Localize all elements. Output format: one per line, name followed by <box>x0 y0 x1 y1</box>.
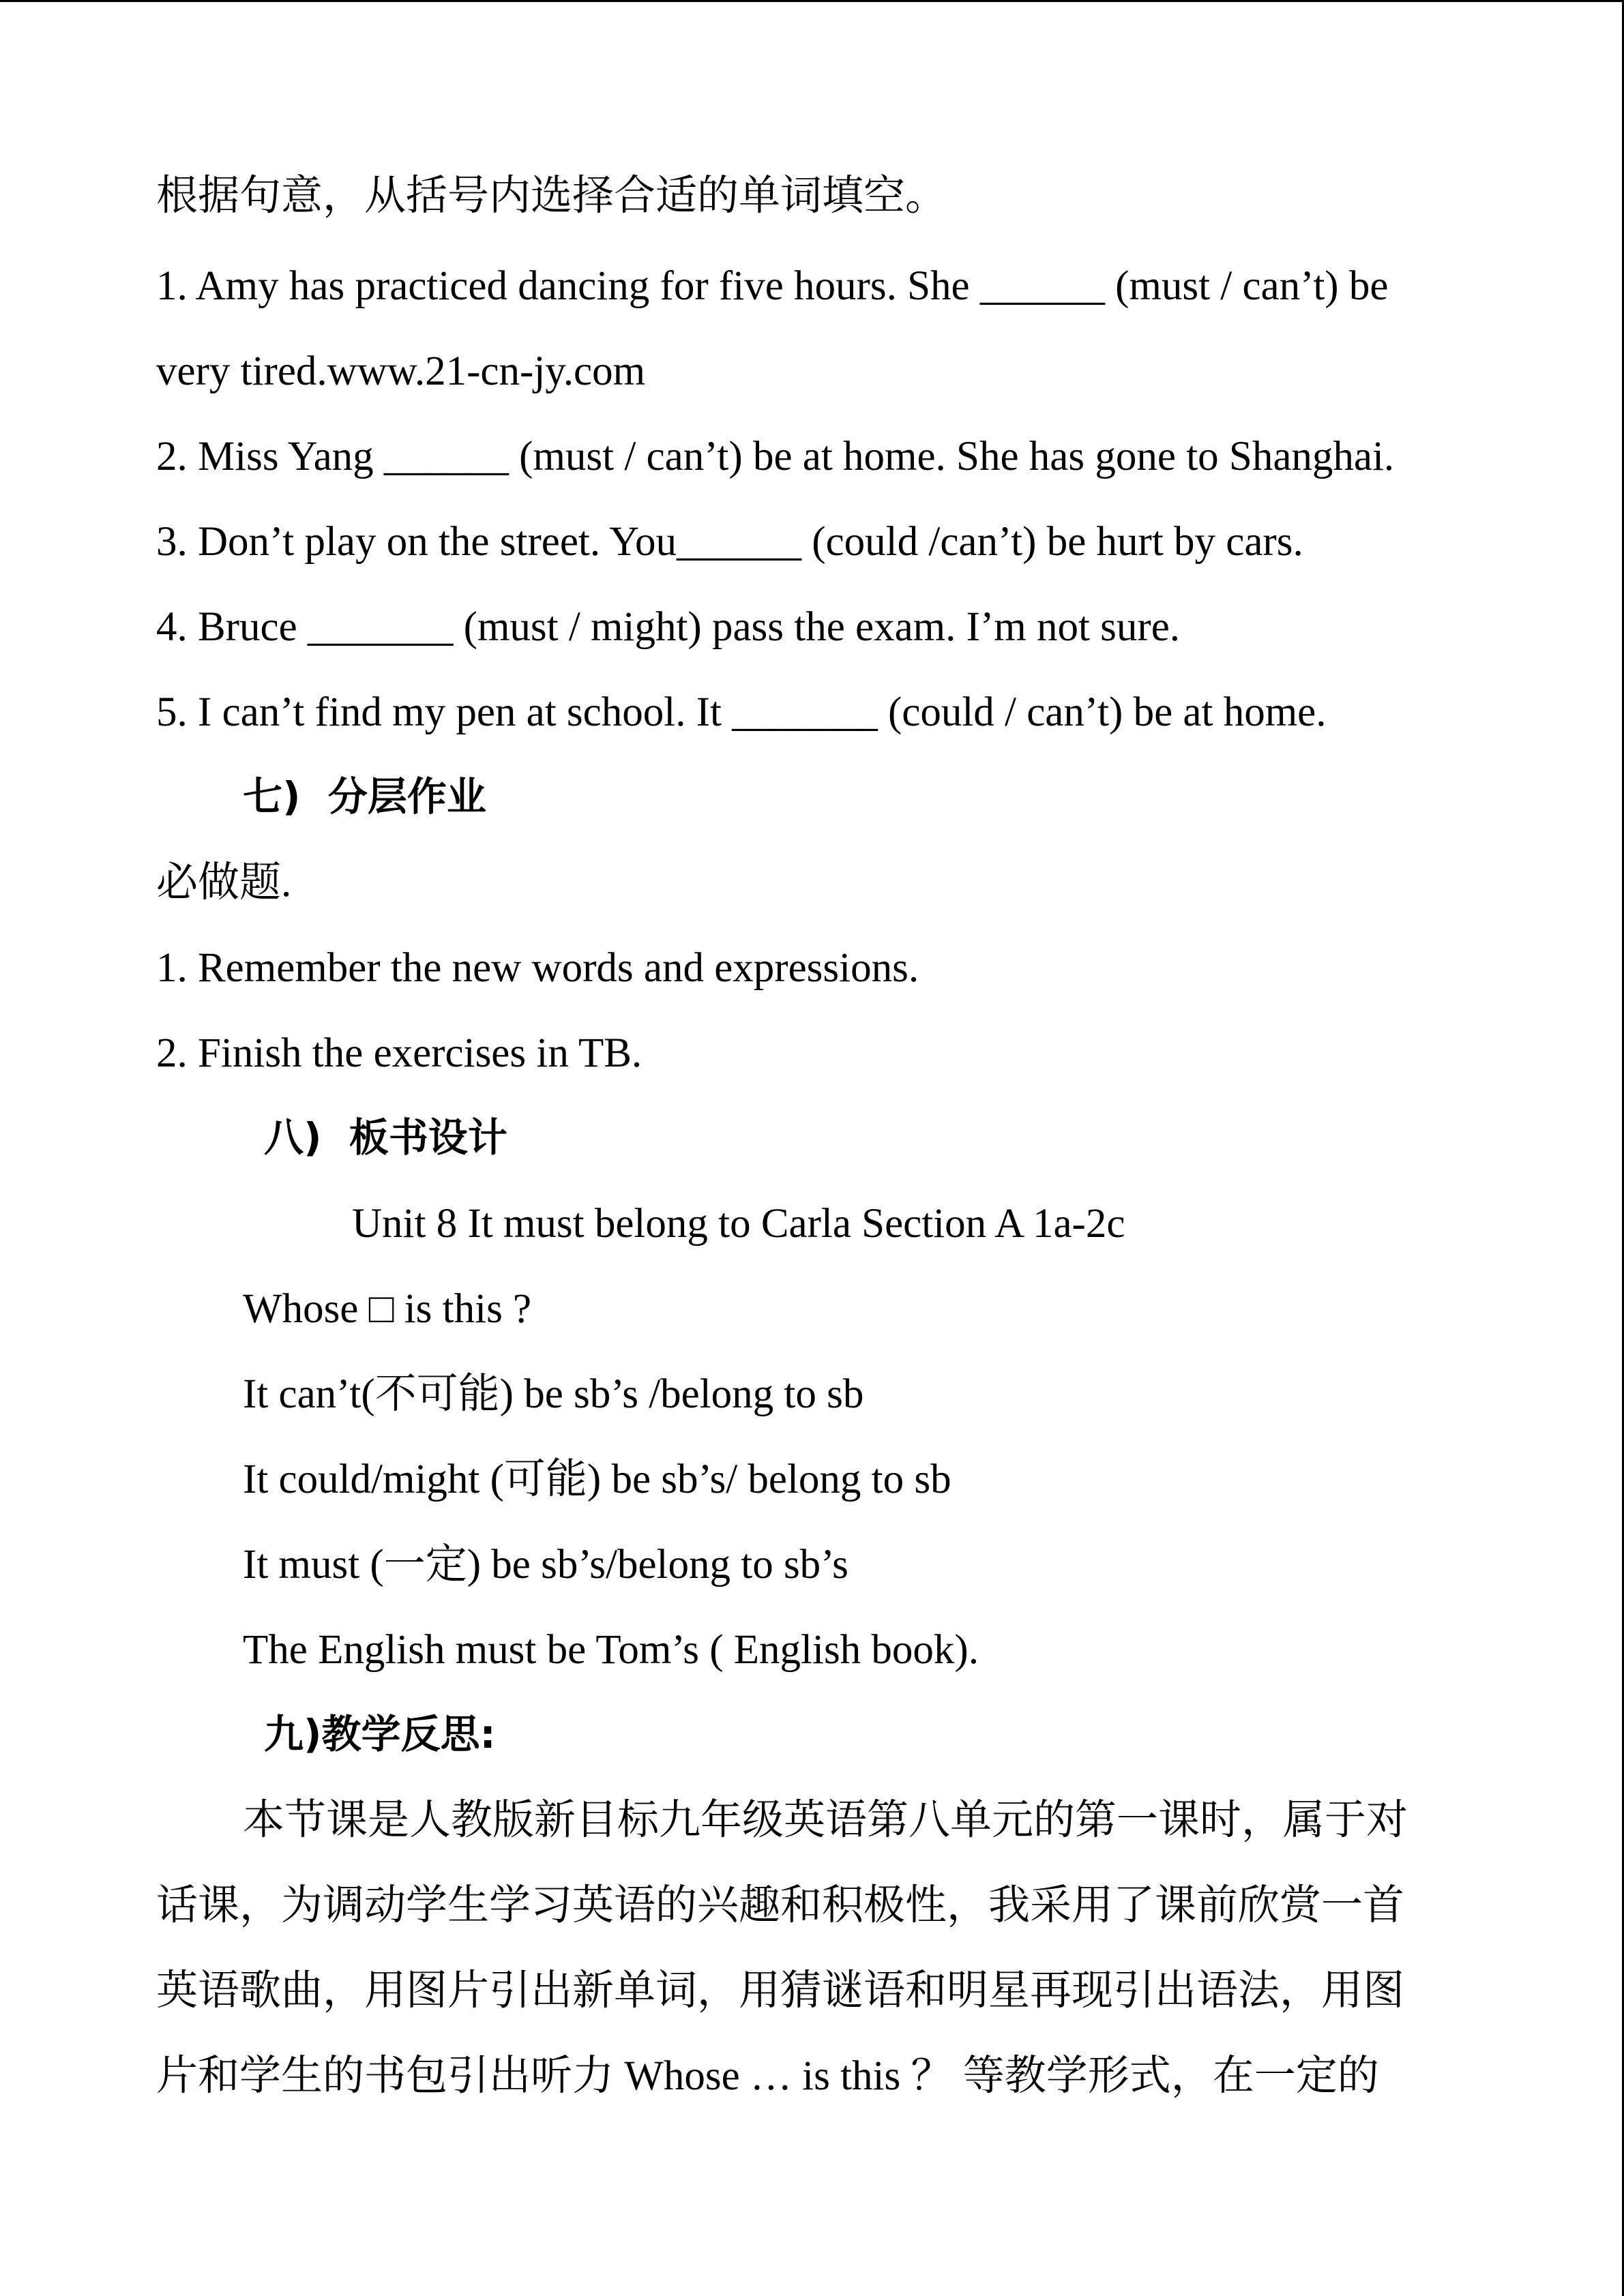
board-line-2: It can’t(不可能) be sb’s /belong to sb <box>243 1371 864 1417</box>
exercise-4: 4. Bruce _______ (must / might) pass the exam. I’m not sure. <box>156 604 1181 650</box>
exercise-5: 5. I can’t find my pen at school. It _______ (could / can’t) be at home. <box>156 689 1327 735</box>
exercise-2: 2. Miss Yang ______ (must / can’t) be at home. She has gone to Shanghai. <box>156 434 1395 479</box>
section-7-heading: 七) 分层作业 <box>243 773 486 820</box>
board-line-1: Whose □ is this ? <box>243 1286 532 1332</box>
board-line-4: It must (一定) be sb’s/belong to sb’s <box>243 1542 848 1587</box>
reflection-line-2: 话课，为调动学生学习英语的兴趣和积极性，我采用了课前欣赏一首 <box>156 1883 1405 1928</box>
section-8-heading: 八) 板书设计 <box>264 1114 507 1161</box>
reflection-line-1: 本节课是人教版新目标九年级英语第八单元的第一课时，属于对 <box>243 1798 1408 1843</box>
exercise-1-line-2: very tired.www.21-cn-jy.com <box>156 348 646 394</box>
section-7-item-1: 1. Remember the new words and expressions. <box>156 945 919 991</box>
board-line-3: It could/might (可能) be sb’s/ belong to sb <box>243 1457 951 1502</box>
reflection-line-3: 英语歌曲，用图片引出新单词，用猜谜语和明星再现引出语法，用图 <box>156 1968 1405 2014</box>
section-9-heading: 九)教学反思: <box>264 1711 496 1757</box>
exercise-1-line-1: 1. Amy has practiced dancing for five hours. She ______ (must / can’t) be <box>156 263 1389 309</box>
board-line-5: The English must be Tom’s ( English book). <box>243 1627 979 1673</box>
section-7-item-2: 2. Finish the exercises in TB. <box>156 1030 643 1076</box>
section-7-subheading: 必做题. <box>156 860 292 906</box>
exercise-instruction: 根据句意，从括号内选择合适的单词填空。 <box>156 173 947 219</box>
board-title: Unit 8 It must belong to Carla Section A 1a-2c <box>352 1201 1125 1247</box>
reflection-line-4: 片和学生的书包引出听力 Whose … is this ？ 等教学形式，在一定的 <box>156 2053 1379 2099</box>
exercise-3: 3. Don’t play on the street. You______ (could /can’t) be hurt by cars. <box>156 519 1303 565</box>
